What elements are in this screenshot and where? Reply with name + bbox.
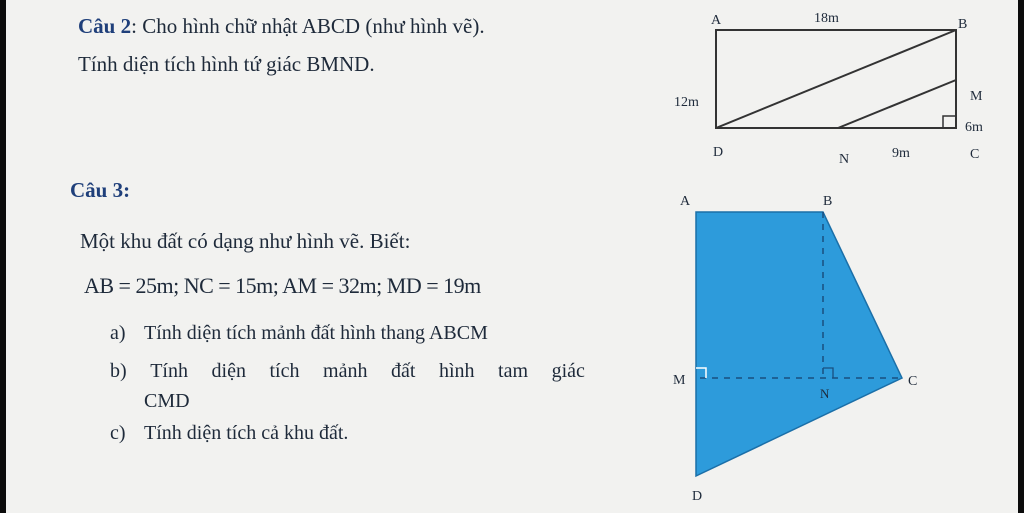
- q3-label-C: C: [908, 374, 918, 389]
- q2-label-nc-length: 9m: [892, 146, 910, 161]
- q2-rectangle-figure: [660, 5, 1000, 180]
- q3-item-b-word: tam: [498, 360, 529, 382]
- q3-item-a-label: a): [110, 322, 126, 344]
- q2-label-top-length: 18m: [814, 11, 839, 26]
- q2-title-text: : Cho hình chữ nhật ABCD (như hình vẽ).: [131, 14, 485, 38]
- q3-label-M: M: [673, 373, 686, 388]
- q2-label-left-length: 12m: [674, 95, 699, 110]
- q2-label-A: A: [711, 13, 722, 28]
- q3-given-values: AB = 25m; NC = 15m; AM = 32m; MD = 19m: [84, 273, 481, 298]
- q2-label-M: M: [970, 89, 983, 104]
- q2-label-N: N: [839, 152, 850, 167]
- q3-item-c-label: c): [110, 422, 126, 444]
- q3-item-c: [110, 418, 348, 448]
- q3-item-b-word: tích: [269, 360, 300, 382]
- q2-label: Câu 2: [78, 14, 132, 38]
- q3-item-b-word: mảnh: [323, 360, 368, 382]
- q3-land-figure: [660, 185, 950, 510]
- q3-intro: Một khu đất có dạng như hình vẽ. Biết:: [80, 229, 411, 253]
- q2-label-D: D: [713, 145, 724, 160]
- q3-item-b-label: b): [110, 360, 127, 382]
- left-dark-edge: [0, 0, 6, 513]
- q3-title: Câu 3:: [70, 178, 131, 202]
- q3-label-B: B: [823, 194, 833, 209]
- q3-item-b-word: giác: [551, 360, 585, 382]
- q3-land-shape: [696, 212, 902, 476]
- q2-label-B: B: [958, 17, 968, 32]
- right-dark-edge: [1018, 0, 1024, 513]
- q3-item-b-continuation: CMD: [144, 390, 190, 412]
- q3-item-c-text: Tính diện tích cả khu đất.: [144, 422, 349, 444]
- q2-title: [78, 14, 485, 39]
- q3-item-b-word: hình: [438, 360, 475, 382]
- q3-item-b-word: diện: [211, 360, 246, 382]
- q3-item-b: [110, 356, 585, 416]
- q2-label-C: C: [970, 147, 980, 162]
- q3-label-D: D: [692, 489, 703, 504]
- q2-task: Tính diện tích hình tứ giác BMND.: [78, 52, 375, 76]
- q3-label-N: N: [820, 386, 830, 401]
- q3-item-b-word: đất: [390, 360, 416, 382]
- q2-label-mc-length: 6m: [965, 120, 983, 135]
- q3-label-A: A: [680, 194, 691, 209]
- q3-item-a-text: Tính diện tích mảnh đất hình thang ABCM: [144, 322, 488, 344]
- q3-item-a: [110, 318, 488, 348]
- q3-item-b-word: Tính: [150, 360, 188, 382]
